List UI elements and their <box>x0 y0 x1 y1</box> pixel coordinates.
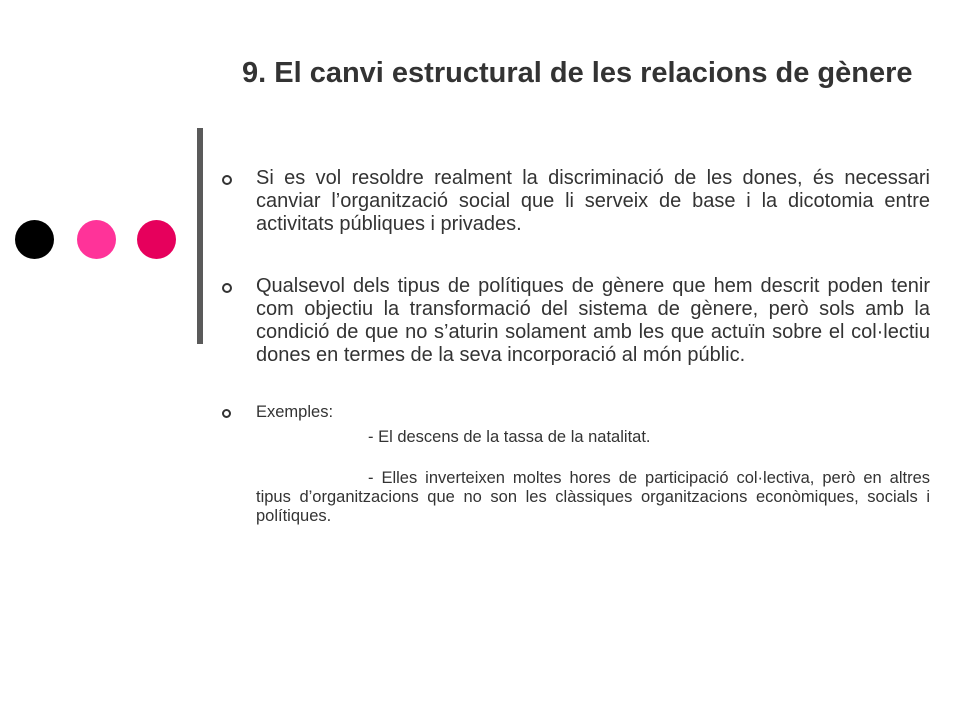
decor-dot-black <box>15 220 54 259</box>
decor-dot-pink <box>77 220 116 259</box>
example-line: - El descens de la tassa de la natalitat. <box>368 428 651 446</box>
bullet-text: Si es vol resoldre realment la discriminació de les dones, és necessari canviar l’organització social que li serveix de base i la dicotomia entre activitats públiques i privades. <box>256 167 930 235</box>
bullet-list <box>218 167 930 526</box>
slide-title: 9. El canvi estructural de les relacions de gènere <box>242 57 913 89</box>
bullet-item <box>218 275 930 367</box>
decor-dot-magenta <box>137 220 176 259</box>
example-line: - Elles inverteixen moltes hores de participació col·lectiva, però en altres tipus d’organitzacions que no son les clàssiques organitzacions econòmiques, socials i polítiques. <box>256 469 930 525</box>
bullet-text: Qualsevol dels tipus de polítiques de gènere que hem descrit poden tenir com objectiu la transformació del sistema de gènere, però sols amb la condició de que no s’aturin solament amb les que actuïn sobre el col·lectiu dones en termes de la seva incorporació al món públic. <box>256 275 930 366</box>
bullet-circle-icon <box>222 409 231 418</box>
bullet-item <box>218 167 930 236</box>
examples-label: Exemples: <box>256 403 334 421</box>
vertical-divider-bar <box>197 128 203 344</box>
bullet-circle-icon <box>222 283 232 293</box>
bullet-circle-icon <box>222 175 232 185</box>
bullet-item-examples <box>218 403 930 526</box>
